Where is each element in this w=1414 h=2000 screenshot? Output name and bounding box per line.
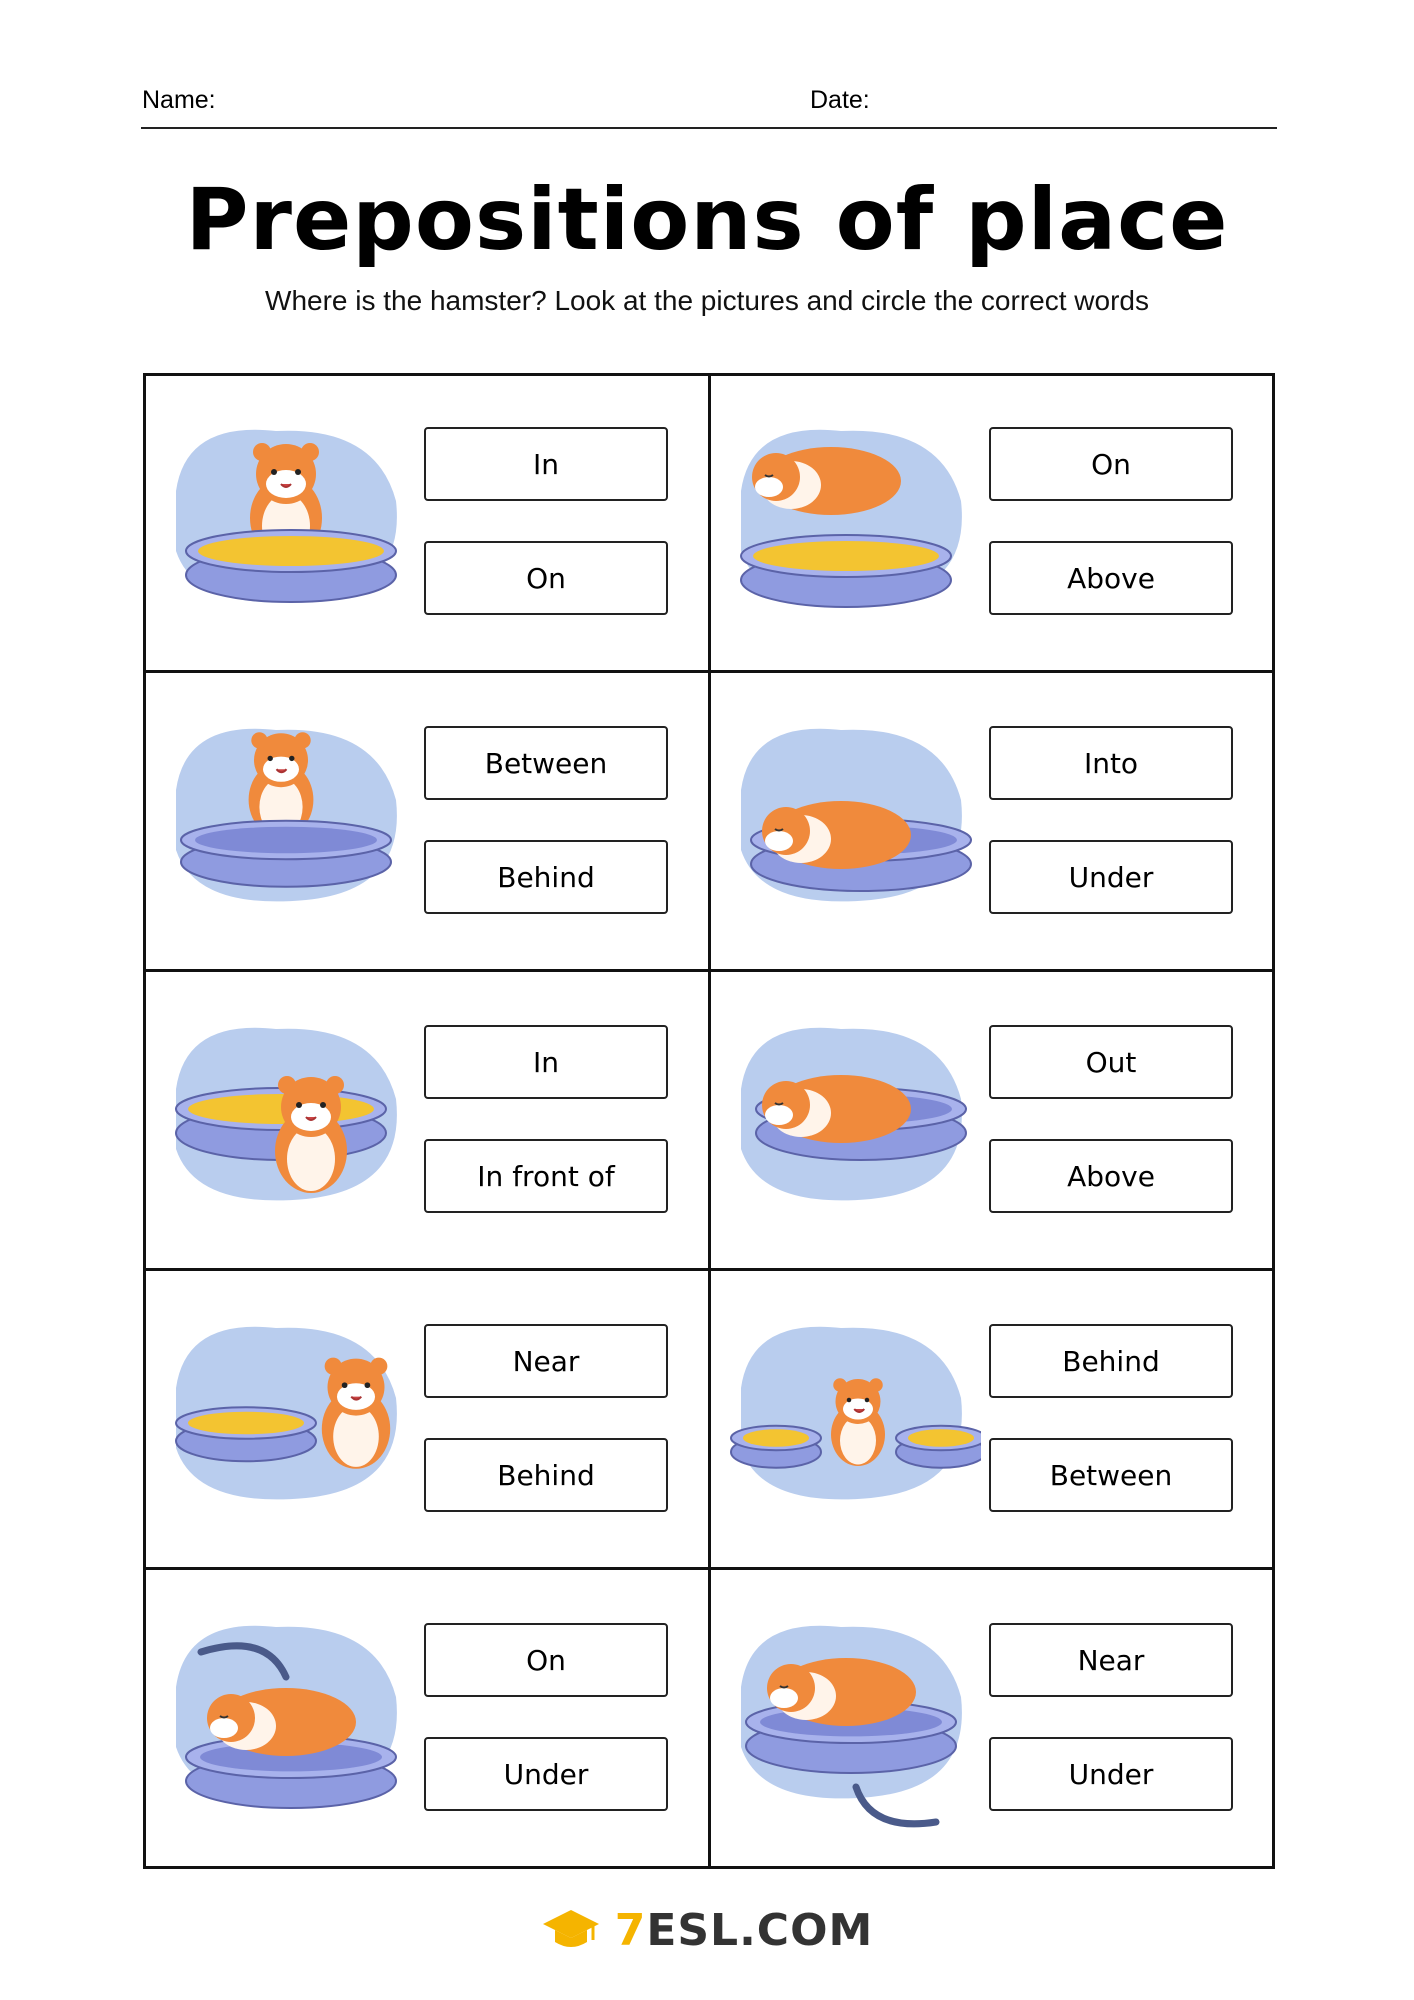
answer-option[interactable]: Behind bbox=[989, 1324, 1233, 1398]
answer-option[interactable]: In front of bbox=[424, 1139, 668, 1213]
footer-logo bbox=[0, 1905, 1414, 1956]
hamster-behind-bowl-illustration bbox=[156, 710, 416, 940]
instruction-text: Where is the hamster? Look at the pictures and circle the correct words bbox=[265, 285, 1149, 316]
answer-option[interactable]: On bbox=[424, 541, 668, 615]
answer-option[interactable]: Under bbox=[989, 1737, 1233, 1811]
exercise-cell bbox=[146, 376, 712, 675]
exercise-cell bbox=[711, 1572, 1277, 1871]
exercise-cell bbox=[146, 675, 712, 974]
answer-option[interactable]: On bbox=[989, 427, 1233, 501]
hamster-under-bowl-illustration bbox=[721, 1607, 981, 1837]
exercise-cell bbox=[146, 974, 712, 1273]
answer-option[interactable]: Between bbox=[424, 726, 668, 800]
answer-option[interactable]: Near bbox=[989, 1623, 1233, 1697]
hamster-on-bowl-illustration bbox=[156, 1607, 416, 1837]
answer-option[interactable]: Under bbox=[989, 840, 1233, 914]
answer-option[interactable]: On bbox=[424, 1623, 668, 1697]
exercise-cell bbox=[711, 376, 1277, 675]
exercise-cell bbox=[146, 1273, 712, 1572]
date-label: Date: bbox=[810, 86, 870, 114]
name-label: Name: bbox=[142, 86, 216, 114]
answer-option[interactable]: Into bbox=[989, 726, 1233, 800]
answer-option[interactable]: Out bbox=[989, 1025, 1233, 1099]
hamster-into-bowl-illustration bbox=[721, 710, 981, 940]
answer-option[interactable]: Behind bbox=[424, 840, 668, 914]
hamster-in-bowl-illustration bbox=[156, 411, 416, 641]
hamster-between-bowls-illustration bbox=[721, 1308, 981, 1538]
answer-option[interactable]: Above bbox=[989, 541, 1233, 615]
hamster-above-bowl-illustration bbox=[721, 411, 981, 641]
answer-option[interactable]: Near bbox=[424, 1324, 668, 1398]
hamster-out-of-bowl-illustration bbox=[721, 1009, 981, 1239]
exercise-cell bbox=[711, 1273, 1277, 1572]
answer-option[interactable]: Above bbox=[989, 1139, 1233, 1213]
hamster-in-front-of-bowl-illustration bbox=[156, 1009, 416, 1239]
graduation-cap-icon bbox=[541, 1906, 601, 1956]
answer-option[interactable]: Under bbox=[424, 1737, 668, 1811]
answer-option[interactable]: Behind bbox=[424, 1438, 668, 1512]
page-title: Prepositions of place bbox=[185, 170, 1229, 270]
logo-text: 7ESL.COM bbox=[614, 1905, 874, 1956]
exercise-cell bbox=[711, 675, 1277, 974]
exercise-cell bbox=[146, 1572, 712, 1871]
answer-option[interactable]: In bbox=[424, 427, 668, 501]
answer-option[interactable]: In bbox=[424, 1025, 668, 1099]
answer-option[interactable]: Between bbox=[989, 1438, 1233, 1512]
exercise-cell bbox=[711, 974, 1277, 1273]
hamster-near-bowl-illustration bbox=[156, 1308, 416, 1538]
header-line bbox=[141, 127, 1277, 129]
